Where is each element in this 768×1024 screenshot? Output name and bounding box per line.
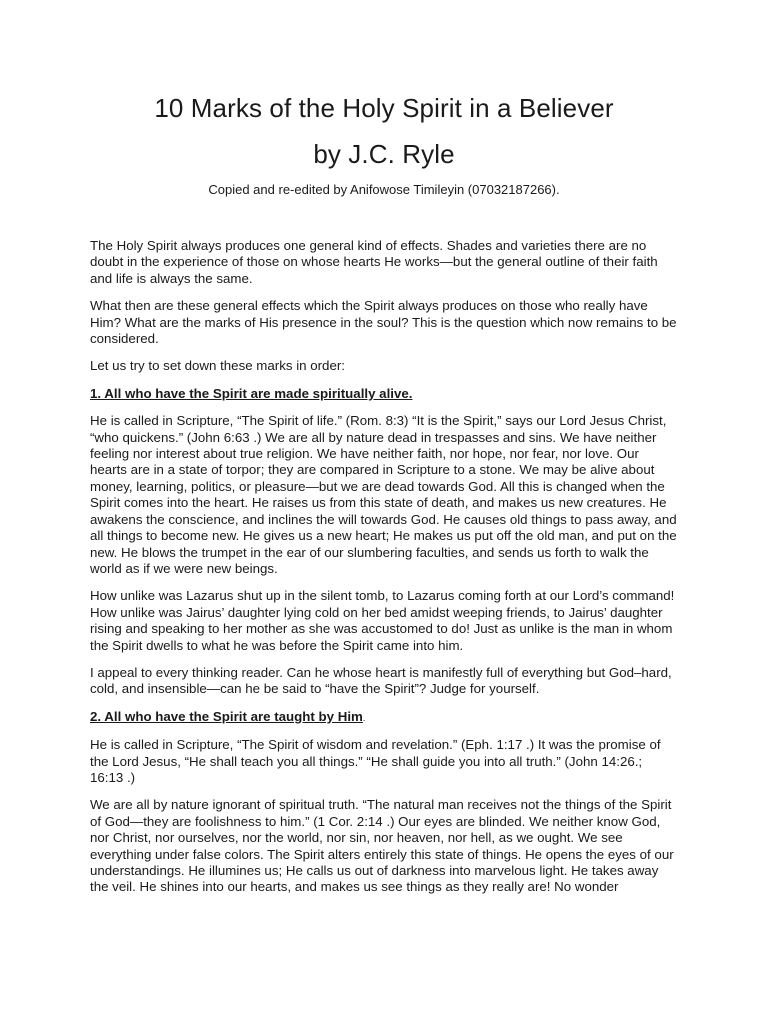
intro-paragraph-1: The Holy Spirit always produces one general kind of effects. Shades and varieties there are no doubt in the experience of those on whose hearts He works—but the general outline of their faith and life is always the same. bbox=[90, 238, 658, 286]
section-1-paragraph-1: He is called in Scripture, “The Spirit of life.” (Rom. 8:3) “It is the Spirit,” says our Lord Jesus Christ, “who quickens.” (John 6:63 .) We are all by nature dead in trespasses and sins. We have neither feeling nor interest about true religion. We have neither faith, nor hope, nor fear, nor love. Our hearts are in a state of torpor; they are compared in Scripture to a stone. We may be alive about money, learning, politics, or pleasure—but we are dead towards God. All this is changed when the Spirit comes into the heart. He raises us from this state of death, and makes us new creatures. He awakens the conscience, and inclines the will towards God. He causes old things to pass away, and all things to become new. He gives us a new heart; He makes us put off the old man, and put on the new. He blows the trumpet in the ear of our slumbering faculties, and sends us forth to walk the world as if we were new beings. bbox=[90, 413, 677, 576]
document-body bbox=[90, 238, 678, 896]
section-2-paragraph-1: He is called in Scripture, “The Spirit of wisdom and revelation.” (Eph. 1:17 .) It was the promise of the Lord Jesus, “He shall teach you all things.” “He shall guide you into all truth.” (John 14:26.; 16:13 .) bbox=[90, 737, 661, 785]
section-2-paragraph-2: We are all by nature ignorant of spiritual truth. “The natural man receives not the things of the Spirit of God—they are foolishness to him.” (1 Cor. 2:14 .) Our eyes are blinded. We neither know God, nor Christ, nor ourselves, nor the world, nor sin, nor heaven, nor hell, as we ought. We see everything under false colors. The Spirit alters entirely this state of things. He opens the eyes of our understandings. He illumines us; He calls us out of darkness into marvelous light. He takes away the veil. He shines into our hearts, and makes us see things as they really are! No wonder bbox=[90, 797, 674, 895]
section-heading-2-suffix: . bbox=[362, 712, 366, 723]
intro-paragraph-2: What then are these general effects which the Spirit always produces on those who really have Him? What are the marks of His presence in the soul? This is the question which now remains to be considered. bbox=[90, 298, 677, 347]
section-1-paragraph-2: How unlike was Lazarus shut up in the silent tomb, to Lazarus coming forth at our Lord’s command! How unlike was Jairus’ daughter lying cold on her bed amidst weeping friends, to Jairus’ daughter rising and speaking to her mother as she was accustomed to do! Just as unlike is the man in whom the Spirit dwells to what he was before the Spirit came into him. bbox=[90, 588, 675, 653]
section-heading-2-line bbox=[90, 709, 678, 726]
intro-paragraph-3: Let us try to set down these marks in order: bbox=[90, 358, 345, 374]
document-title: 10 Marks of the Holy Spirit in a Believer bbox=[154, 93, 614, 123]
section-heading-2: 2. All who have the Spirit are taught by Him bbox=[90, 708, 363, 724]
document-subtitle: Copied and re-edited by Anifowose Timileyin (07032187266). bbox=[208, 182, 560, 197]
document-author: by J.C. Ryle bbox=[313, 139, 455, 169]
section-heading-1: 1. All who have the Spirit are made spiritually alive. bbox=[90, 385, 413, 401]
section-1-paragraph-3: I appeal to every thinking reader. Can he whose heart is manifestly full of everything but God–hard, cold, and insensible—can he be said to “have the Spirit”? Judge for yourself. bbox=[90, 664, 672, 697]
